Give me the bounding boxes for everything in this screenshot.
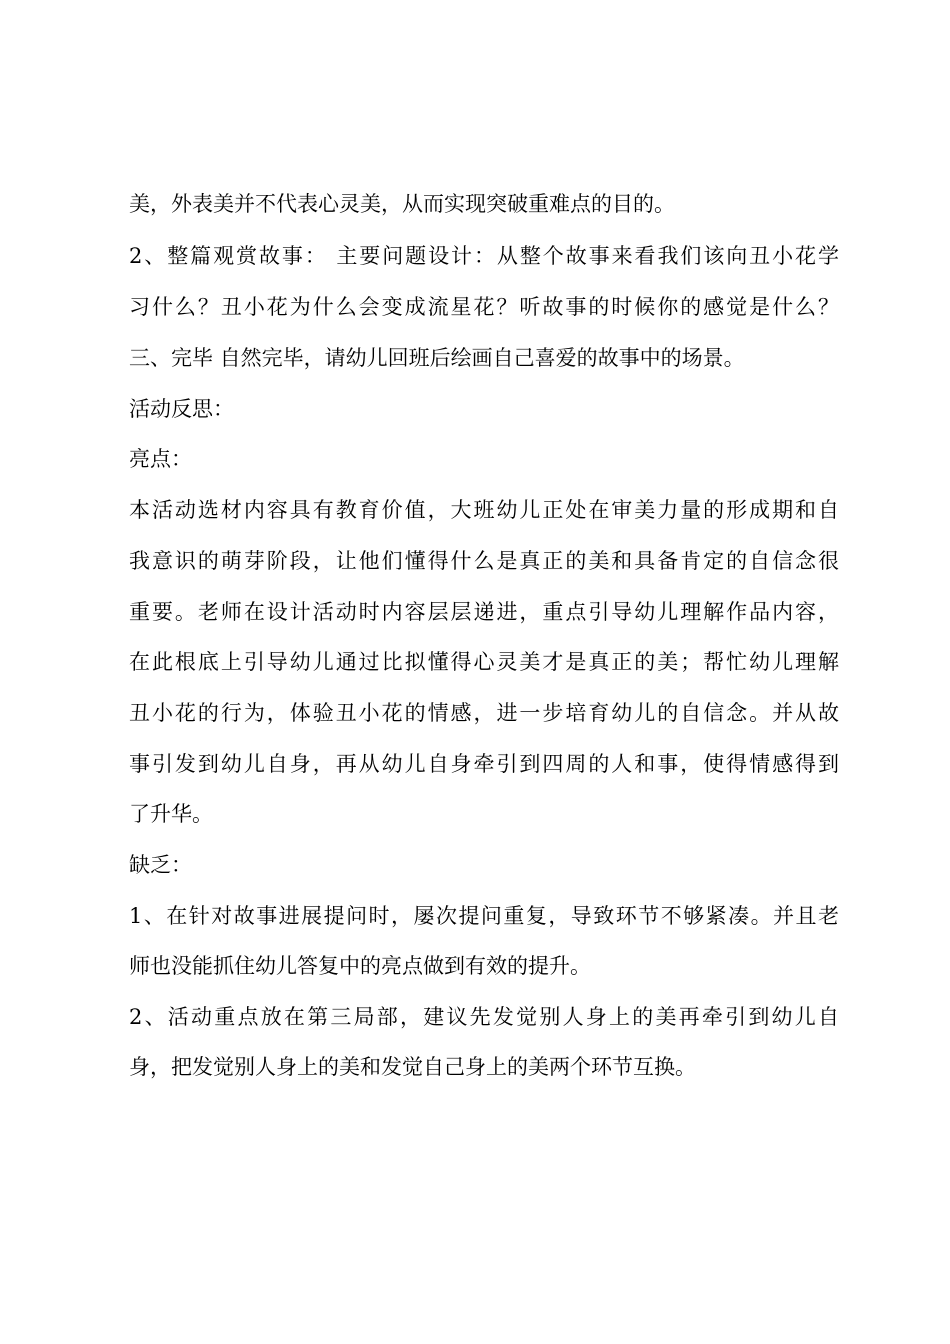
text-line-10: 在此根底上引导幼儿通过比拟懂得心灵美才是真正的美；帮忙幼儿理解	[129, 650, 839, 674]
text-line-8: 我意识的萌芽阶段，让他们懂得什么是真正的美和具备肯定的自信念很	[129, 549, 839, 573]
text-line-11: 丑小花的行为，体验丑小花的情感，进一步培育幼儿的自信念。并从故	[129, 701, 839, 725]
text-line-17: 2、活动重点放在第三局部，建议先发觉别人身上的美再牵引到幼儿自	[129, 1005, 839, 1029]
text-line-5: 活动反思：	[129, 397, 234, 421]
text-line-18: 身，把发觉别人身上的美和发觉自己身上的美两个环节互换。	[129, 1055, 696, 1079]
text-line-6: 亮点：	[129, 447, 192, 471]
text-line-13: 了升华。	[129, 802, 213, 826]
text-line-9: 重要。老师在设计活动时内容层层递进，重点引导幼儿理解作品内容，	[129, 600, 839, 624]
text-line-2: 2、整篇观赏故事： 主要问题设计：从整个故事来看我们该向丑小花学	[129, 244, 839, 268]
text-line-15: 1、在针对故事进展提问时，屡次提问重复，导致环节不够紧凑。并且老	[129, 904, 839, 928]
text-line-12: 事引发到幼儿自身，再从幼儿自身牵引到四周的人和事，使得情感得到	[129, 752, 839, 776]
text-line-7: 本活动选材内容具有教育价值，大班幼儿正处在审美力量的形成期和自	[129, 498, 839, 522]
text-line-3: 习什么？丑小花为什么会变成流星花？听故事的时候你的感觉是什么？	[129, 295, 839, 319]
text-line-14: 缺乏：	[129, 853, 192, 877]
text-line-1: 美，外表美并不代表心灵美，从而实现突破重难点的目的。	[129, 192, 675, 216]
text-line-4: 三、完毕 自然完毕，请幼儿回班后绘画自己喜爱的故事中的场景。	[129, 346, 745, 370]
text-line-16: 师也没能抓住幼儿答复中的亮点做到有效的提升。	[129, 954, 591, 978]
